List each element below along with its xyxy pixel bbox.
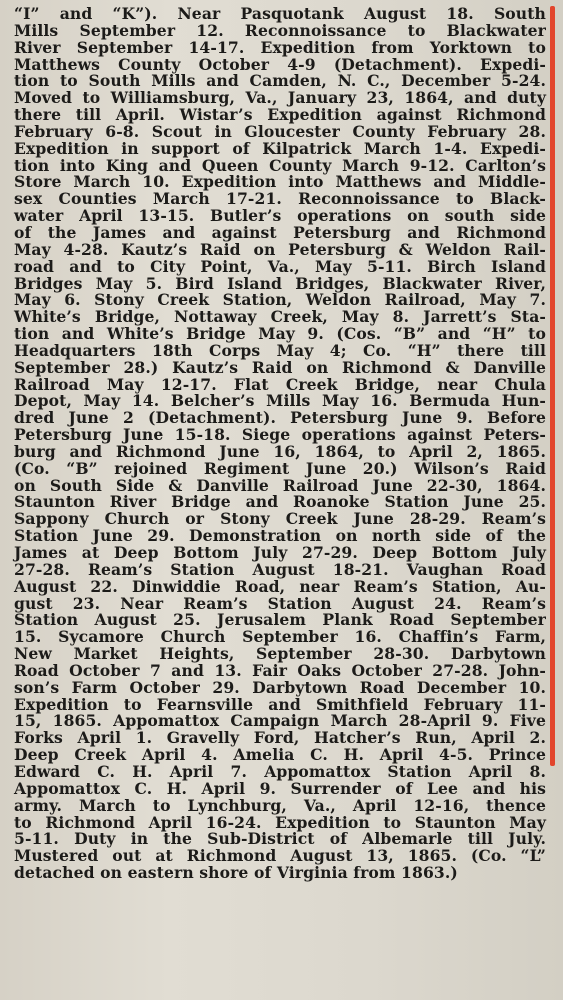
text-line: Edward C. H. April 7. Appomattox Station April 8. <box>14 761 546 781</box>
text-line: sex Counties March 17-21. Reconnoissance to Black- <box>14 189 546 209</box>
text-line: Moved to Williamsburg, Va., January 23, 1864, and duty <box>14 88 546 108</box>
text-line: detached on eastern shore of Virginia from 1863.) <box>14 863 458 883</box>
text-line: Forks April 1. Gravelly Ford, Hatcher’s Run, April 2. <box>14 728 546 748</box>
text-line: February 6-8. Scout in Gloucester County February 28. <box>14 121 546 141</box>
text-line: 15. Sycamore Church September 16. Chaffin’s Farm, <box>14 627 546 647</box>
text-line: Station August 25. Jerusalem Plank Road September <box>14 610 546 630</box>
text-line: Expedition to Fearnsville and Smithfield February 11- <box>14 694 546 714</box>
text-line: September 28.) Kautz’s Raid on Richmond & Danville <box>14 357 546 377</box>
text-line: Matthews County October 4-9 (Detachment). Expedi- <box>14 54 546 74</box>
text-line: Headquarters 18th Corps May 4; Co. “H” there till <box>14 340 546 360</box>
text-line: to Richmond April 16-24. Expedition to Staunton May <box>14 812 546 832</box>
text-line: New Market Heights, September 28-30. Darbytown <box>14 644 546 664</box>
text-line: gust 23. Near Ream’s Station August 24. Ream’s <box>14 593 546 613</box>
text-line: (Co. “B” rejoined Regiment June 20.) Wilson’s Raid <box>14 458 546 478</box>
text-line: Mustered out at Richmond August 13, 1865. (Co. “L” <box>14 846 546 866</box>
text-line: “I” and “K”). Near Pasquotank August 18. South <box>14 4 546 23</box>
text-line: burg and Richmond June 16, 1864, to April 2, 1865. <box>14 441 546 461</box>
text-line: Appomattox C. H. April 9. Surrender of Lee and his <box>14 778 546 798</box>
text-line: 27-28. Ream’s Station August 18-21. Vaughan Road <box>14 559 546 579</box>
text-line: White’s Bridge, Nottaway Creek, May 8. Jarrett’s Sta- <box>14 307 546 327</box>
text-line: Bridges May 5. Bird Island Bridges, Blackwater River, <box>14 273 546 293</box>
text-line: of the James and against Petersburg and Richmond <box>14 222 546 242</box>
text-line: there till April. Wistar’s Expedition against Richmond <box>14 105 546 125</box>
text-line: army. March to Lynchburg, Va., April 12-16, thence <box>14 795 546 815</box>
text-line: on South Side & Danville Railroad June 22-30, 1864. <box>14 475 546 495</box>
text-line: tion into King and Queen County March 9-12. Carlton’s <box>14 155 546 175</box>
text-line: Petersburg June 15-18. Siege operations against Peters- <box>14 425 546 445</box>
text-line: 5-11. Duty in the Sub-District of Albemarle till July. <box>14 829 546 849</box>
text-line: Expedition in support of Kilpatrick March 1-4. Expedi- <box>14 138 546 158</box>
text-line: Mills September 12. Reconnoissance to Blackwater <box>14 20 546 40</box>
red-margin-rule <box>550 6 555 766</box>
text-line: Railroad May 12-17. Flat Creek Bridge, near Chula <box>14 374 546 394</box>
text-line: May 4-28. Kautz’s Raid on Petersburg & Weldon Rail- <box>14 239 546 259</box>
text-line: Staunton River Bridge and Roanoke Station June 25. <box>14 492 546 512</box>
text-line: 15, 1865. Appomattox Campaign March 28-April 9. Five <box>14 711 546 731</box>
text-line: Depot, May 14. Belcher’s Mills May 16. Bermuda Hun- <box>14 391 546 411</box>
text-line: Deep Creek April 4. Amelia C. H. April 4-5. Prince <box>14 745 546 765</box>
text-line: May 6. Stony Creek Station, Weldon Railroad, May 7. <box>14 290 546 310</box>
text-line: tion and White’s Bridge May 9. (Cos. “B” and “H” to <box>14 324 546 344</box>
text-line: River September 14-17. Expedition from Yorktown to <box>14 37 546 57</box>
text-line: Station June 29. Demonstration on north side of the <box>14 526 546 546</box>
text-line: Sappony Church or Stony Creek June 28-29. Ream’s <box>14 509 546 529</box>
text-line: road and to City Point, Va., May 5-11. Birch Island <box>14 256 546 276</box>
text-line: Road October 7 and 13. Fair Oaks October 27-28. John- <box>14 660 546 680</box>
text-line: Store March 10. Expedition into Matthews and Middle- <box>14 172 546 192</box>
text-line: August 22. Dinwiddie Road, near Ream’s Station, Au- <box>14 576 546 596</box>
text-line: tion to South Mills and Camden, N. C., December 5-24. <box>14 71 546 91</box>
text-line: son’s Farm October 29. Darbytown Road December 10. <box>14 677 546 697</box>
text-column <box>14 6 546 882</box>
text-line: water April 13-15. Butler’s operations on south side <box>14 206 546 226</box>
text-line: dred June 2 (Detachment). Petersburg June 9. Before <box>14 408 546 428</box>
text-line: James at Deep Bottom July 27-29. Deep Bottom July <box>14 543 546 562</box>
